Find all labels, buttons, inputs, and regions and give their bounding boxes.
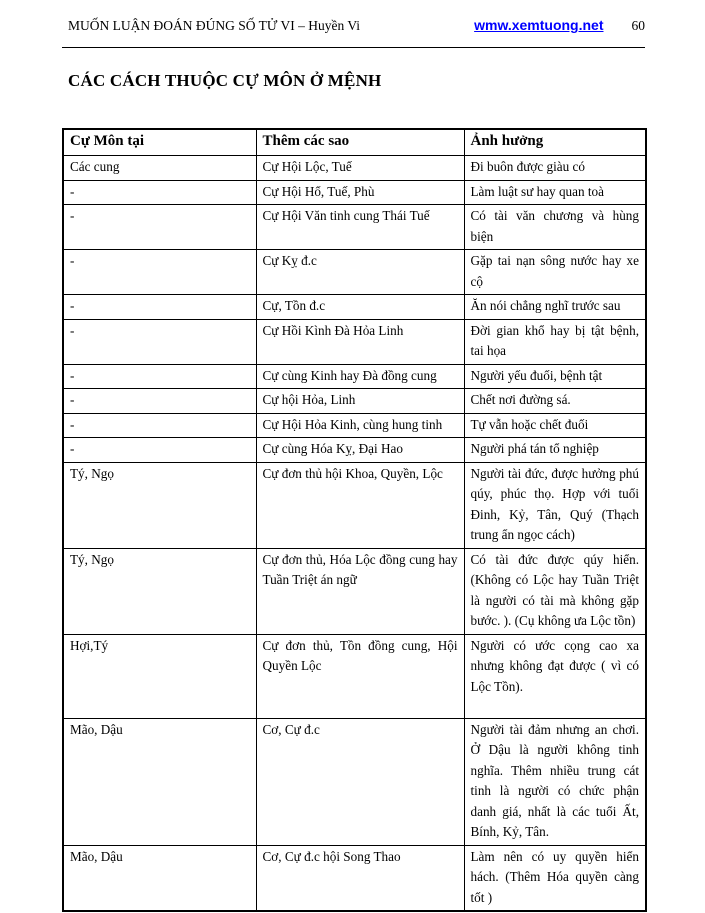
table-cell: - bbox=[63, 250, 256, 295]
table-cell: Cự Hội Hổ, Tuế, Phù bbox=[256, 180, 464, 205]
table-cell: Ăn nói chẳng nghĩ trước sau bbox=[464, 295, 646, 320]
table-cell: Mão, Dậu bbox=[63, 718, 256, 845]
table-row bbox=[63, 462, 646, 548]
table-cell: Cơ, Cự đ.c bbox=[256, 718, 464, 845]
table-row bbox=[63, 180, 646, 205]
table-cell: Cự đơn thủ, Tồn đồng cung, Hội Quyền Lộc bbox=[256, 634, 464, 718]
table-body bbox=[63, 156, 646, 912]
header-right bbox=[474, 17, 645, 34]
table-cell: Cự cùng Kinh hay Đà đồng cung bbox=[256, 364, 464, 389]
page-number: 60 bbox=[631, 18, 645, 33]
table-cell: Tự vẫn hoặc chết đuối bbox=[464, 413, 646, 438]
table-row bbox=[63, 295, 646, 320]
table-cell: Cơ, Cự đ.c hội Song Thao bbox=[256, 845, 464, 911]
table-cell: Làm luật sư hay quan toà bbox=[464, 180, 646, 205]
table-cell: Đời gian khổ hay bị tật bệnh, tai họa bbox=[464, 319, 646, 364]
table-cell: - bbox=[63, 413, 256, 438]
table-row bbox=[63, 548, 646, 634]
table-cell: - bbox=[63, 319, 256, 364]
table-cell: Gặp tai nạn sông nước hay xe cộ bbox=[464, 250, 646, 295]
table-cell: Cự hội Hỏa, Linh bbox=[256, 389, 464, 414]
table-cell: - bbox=[63, 180, 256, 205]
table-cell: Cự Hồi Kình Đà Hỏa Linh bbox=[256, 319, 464, 364]
table-cell: Người tài đảm nhưng an chơi. Ở Dậu là người không tinh nghĩa. Thêm nhiều trung cát tinh là người có chức phận danh giá, nhất là các tuổi Ất, Bính, Kỷ, Tân. bbox=[464, 718, 646, 845]
table-row bbox=[63, 845, 646, 911]
column-header-cu-mon-tai: Cự Môn tại bbox=[63, 129, 256, 156]
table-cell: Cự, Tồn đ.c bbox=[256, 295, 464, 320]
book-title: MUỐN LUẬN ĐOÁN ĐÚNG SỐ TỬ VI – Huyền Vi bbox=[68, 18, 361, 33]
table-cell: - bbox=[63, 205, 256, 250]
table-cell: - bbox=[63, 295, 256, 320]
table-cell: Chết nơi đường sá. bbox=[464, 389, 646, 414]
table-cell: Mão, Dậu bbox=[63, 845, 256, 911]
table-cell: Cự Hội Lộc, Tuế bbox=[256, 156, 464, 181]
table-cell: Người có ước cọng cao xa nhưng không đạt được ( vì có Lộc Tồn). bbox=[464, 634, 646, 718]
table-cell: Làm nên có uy quyền hiển hách. (Thêm Hóa quyền càng tốt ) bbox=[464, 845, 646, 911]
table-cell: Có tài đức được qúy hiển. (Không có Lộc hay Tuần Triệt là người có tài mà không gặp bước. ). (Cụ không ưa Lộc tồn) bbox=[464, 548, 646, 634]
table-cell: Tý, Ngọ bbox=[63, 548, 256, 634]
table-row bbox=[63, 389, 646, 414]
table-cell: Cự đơn thủ, Hóa Lộc đồng cung hay Tuần Triệt án ngữ bbox=[256, 548, 464, 634]
table-header-row bbox=[63, 129, 646, 156]
table-cell: Các cung bbox=[63, 156, 256, 181]
table-cell: Có tài văn chương và hùng biện bbox=[464, 205, 646, 250]
table-cell: Người phá tán tổ nghiệp bbox=[464, 438, 646, 463]
table-cell: Người tài đức, được hưởng phú qúy, phúc thọ. Hợp với tuổi Đinh, Kỷ, Tân, Quý (Thạch trung ẩn ngọc cách) bbox=[464, 462, 646, 548]
table-row bbox=[63, 438, 646, 463]
table-cell: - bbox=[63, 364, 256, 389]
table-cell: - bbox=[63, 438, 256, 463]
table-cell: Cự Hội Văn tinh cung Thái Tuế bbox=[256, 205, 464, 250]
table-cell: Đi buôn được giàu có bbox=[464, 156, 646, 181]
table-row bbox=[63, 718, 646, 845]
table-row bbox=[63, 205, 646, 250]
header-divider bbox=[62, 47, 645, 48]
table-cell: - bbox=[63, 389, 256, 414]
table-row bbox=[63, 413, 646, 438]
cu-mon-table bbox=[62, 128, 647, 912]
table-cell: Cự đơn thủ hội Khoa, Quyền, Lộc bbox=[256, 462, 464, 548]
table-cell: Cự cùng Hóa Kỵ, Đại Hao bbox=[256, 438, 464, 463]
site-link[interactable]: wmw.xemtuong.net bbox=[474, 17, 604, 33]
page-header bbox=[62, 17, 645, 34]
section-title: CÁC CÁCH THUỘC CỰ MÔN Ở MỆNH bbox=[68, 71, 382, 90]
table-cell: Tý, Ngọ bbox=[63, 462, 256, 548]
table-row bbox=[63, 634, 646, 718]
table-row bbox=[63, 156, 646, 181]
column-header-anh-huong: Ảnh hưởng bbox=[464, 129, 646, 156]
table-row bbox=[63, 364, 646, 389]
column-header-them-cac-sao: Thêm các sao bbox=[256, 129, 464, 156]
table-cell: Cự Hội Hỏa Kinh, cùng hung tinh bbox=[256, 413, 464, 438]
table-cell: Người yếu đuối, bệnh tật bbox=[464, 364, 646, 389]
table-row bbox=[63, 319, 646, 364]
table-cell: Hợi,Tý bbox=[63, 634, 256, 718]
table-row bbox=[63, 250, 646, 295]
table-cell: Cự Kỵ đ.c bbox=[256, 250, 464, 295]
